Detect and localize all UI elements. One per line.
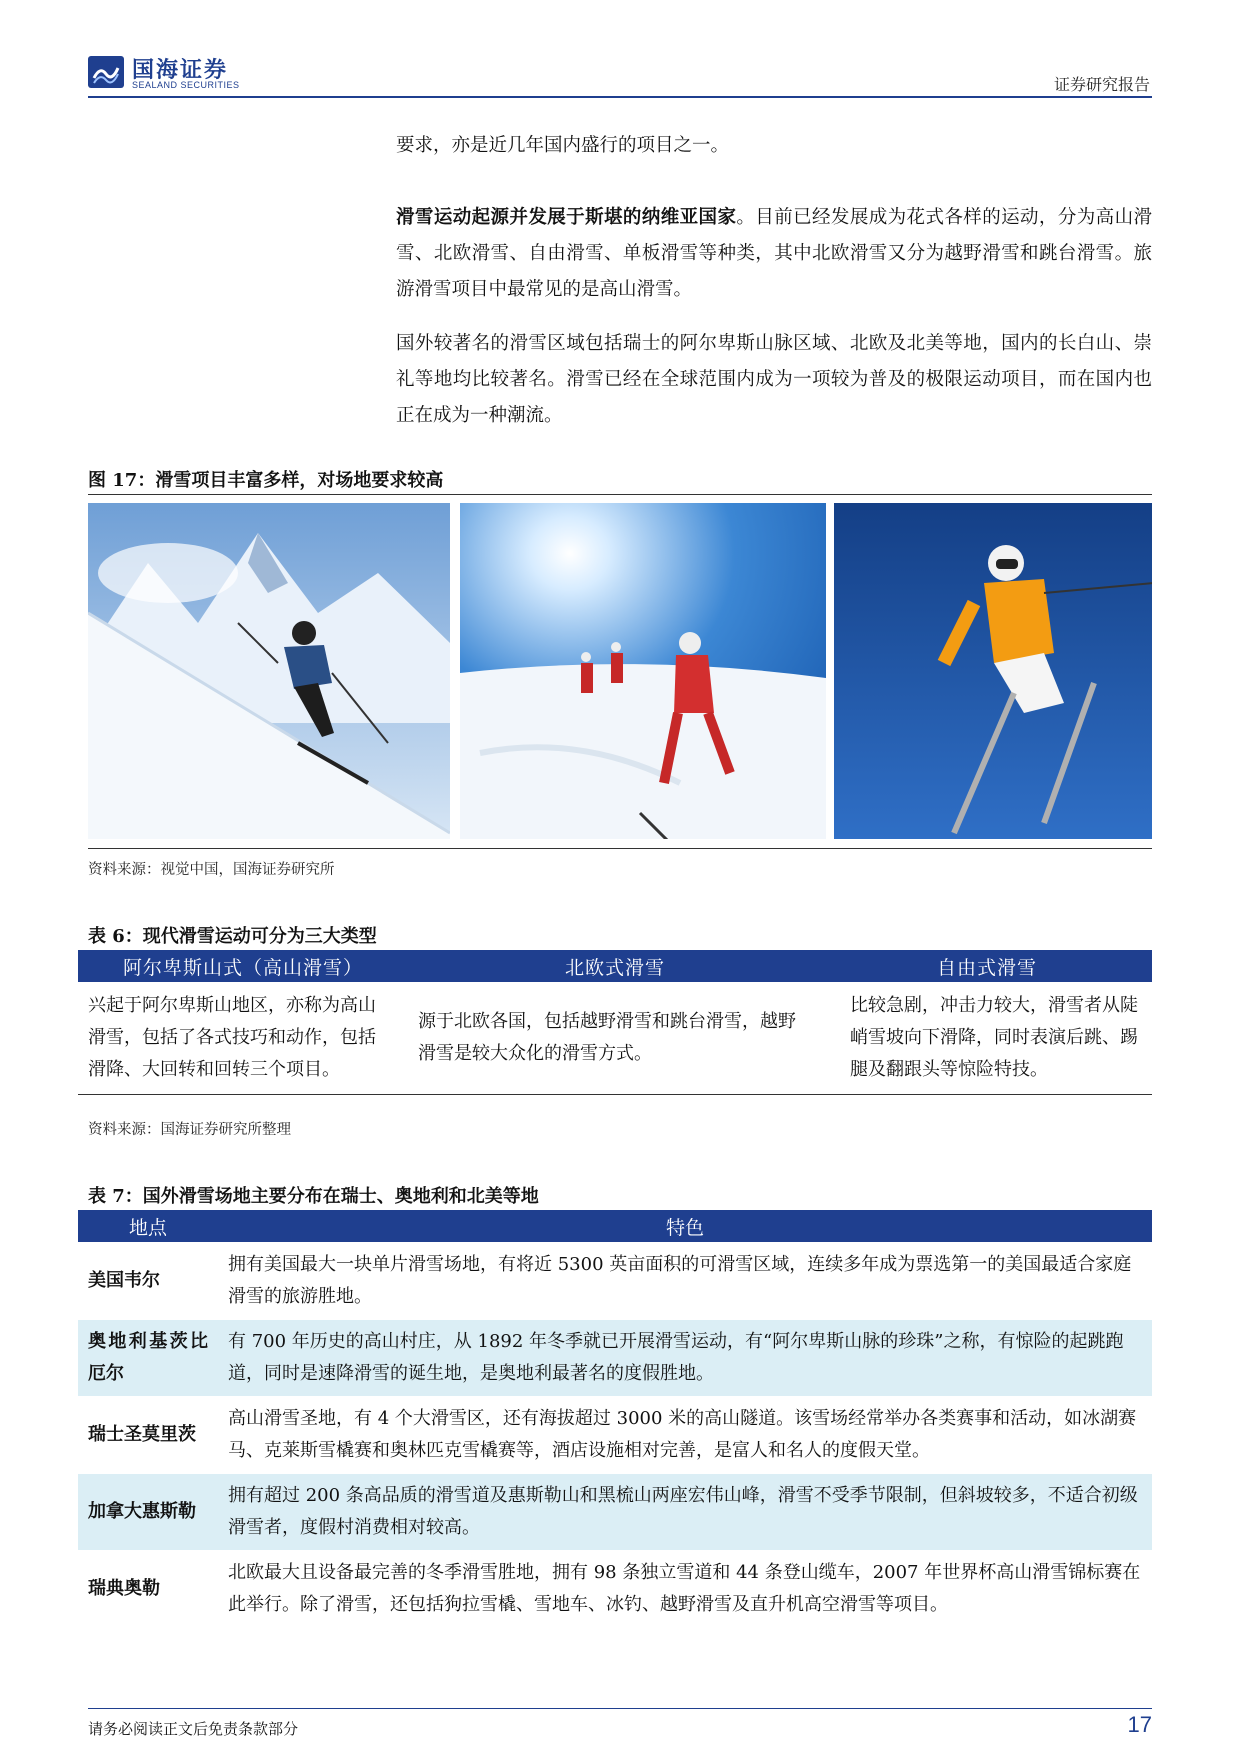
table6-source: 资料来源：国海证券研究所整理 — [88, 1122, 291, 1138]
footer-disclaimer: 请务必阅读正文后免责条款部分 — [88, 1720, 299, 1738]
table7-header-place: 地点 — [78, 1210, 218, 1243]
figure-caption: 图 17：滑雪项目丰富多样，对场地要求较高 — [88, 470, 444, 491]
table7-feature: 北欧最大且设备最完善的冬季滑雪胜地，拥有 98 条独立雪道和 44 条登山缆车，2007 年世界杯高山滑雪锦标赛在此举行。除了滑雪，还包括狗拉雪橇、雪地车、冰钓、越野滑雪及直升机高空滑雪等项目。 — [218, 1551, 1152, 1628]
table-row — [78, 1474, 1152, 1551]
paragraph-1: 要求，亦是近几年国内盛行的项目之一。 — [396, 135, 730, 156]
table7-place: 美国韦尔 — [78, 1243, 218, 1320]
table7-feature: 拥有美国最大一块单片滑雪场地，有将近 5300 英亩面积的可滑雪区域，连续多年成为票选第一的美国最适合家庭滑雪的旅游胜地。 — [218, 1243, 1152, 1320]
table7-place: 瑞典奥勒 — [78, 1551, 218, 1628]
table6-header-freestyle: 自由式滑雪 — [822, 950, 1152, 982]
header-divider — [88, 96, 1152, 98]
table7-feature: 拥有超过 200 条高品质的滑雪道及惠斯勒山和黑梳山两座宏伟山峰，滑雪不受季节限制，但斜坡较多，不适合初级滑雪者，度假村消费相对较高。 — [218, 1474, 1152, 1551]
table6-caption: 表 6：现代滑雪运动可分为三大类型 — [88, 926, 377, 947]
photo-alpine-skier — [88, 503, 450, 839]
table7-place: 奥地利基茨比厄尔 — [78, 1320, 218, 1397]
table7-caption: 表 7：国外滑雪场地主要分布在瑞士、奥地利和北美等地 — [88, 1186, 539, 1207]
paragraph-3: 国外较著名的滑雪区域包括瑞士的阿尔卑斯山脉区域、北欧及北美等地，国内的长白山、崇礼等地均比较著名。滑雪已经在全球范围内成为一项较为普及的极限运动项目，而在国内也正在成为一种潮流。 — [396, 333, 1152, 426]
table7-feature: 有 700 年历史的高山村庄，从 1892 年冬季就已开展滑雪运动，有“阿尔卑斯山脉的珍珠”之称，有惊险的起跳跑道，同时是速降滑雪的诞生地，是奥地利最著名的度假胜地。 — [218, 1320, 1152, 1397]
table-row — [78, 1397, 1152, 1474]
photo-freestyle-skier — [834, 503, 1152, 839]
logo-icon — [88, 56, 124, 88]
table6-cell-nordic: 源于北欧各国，包括越野滑雪和跳台滑雪，越野滑雪是较大众化的滑雪方式。 — [418, 1011, 796, 1064]
table-row — [78, 1320, 1152, 1397]
page-number: 17 — [1127, 1712, 1152, 1737]
figure-top-rule — [88, 494, 1152, 495]
logo-english-name: SEALAND SECURITIES — [132, 80, 240, 90]
table6-cell-freestyle: 比较急剧，冲击力较大，滑雪者从陡峭雪坡向下滑降，同时表演后跳、踢腿及翻跟头等惊险特技。 — [850, 995, 1138, 1080]
table-row — [78, 1551, 1152, 1628]
figure-source: 资料来源：视觉中国，国海证券研究所 — [88, 862, 335, 878]
photo-cross-country-skiers — [460, 503, 826, 839]
logo-chinese-name: 国海证券 — [132, 58, 229, 83]
table6 — [78, 950, 1152, 1095]
figure-bottom-rule — [88, 848, 1152, 849]
table7-header-feature: 特色 — [218, 1210, 1152, 1243]
table6-cell-alpine: 兴起于阿尔卑斯山地区，亦称为高山滑雪，包括了各式技巧和动作，包括滑降、大回转和回转三个项目。 — [88, 995, 376, 1080]
paragraph-2-bold: 滑雪运动起源并发展于斯堪的纳维亚国家 — [396, 207, 737, 228]
table7-feature: 高山滑雪圣地，有 4 个大滑雪区，还有海拔超过 3000 米的高山隧道。该雪场经常举办各类赛事和活动，如冰湖赛马、克莱斯雪橇赛和奥林匹克雪橇赛等，酒店设施相对完善，是富人和名人的度假天堂。 — [218, 1397, 1152, 1474]
table-row — [78, 1243, 1152, 1320]
table6-header-alpine: 阿尔卑斯山式（高山滑雪） — [78, 950, 408, 982]
paragraph-2-rest: 。目前已经发展成为花式各样的运动，分为高山滑雪、北欧滑雪、自由滑雪、单板滑雪等种类，其中北欧滑雪又分为越野滑雪和跳台滑雪。旅游滑雪项目中最常见的是高山滑雪。 — [396, 207, 1152, 300]
paragraph-2 — [396, 200, 1152, 308]
table6-header-nordic: 北欧式滑雪 — [408, 950, 822, 982]
table7-place: 加拿大惠斯勒 — [78, 1474, 218, 1551]
footer-divider — [88, 1708, 1152, 1709]
table7-place: 瑞士圣莫里茨 — [78, 1397, 218, 1474]
report-type: 证券研究报告 — [1053, 75, 1150, 94]
table7 — [78, 1210, 1152, 1627]
